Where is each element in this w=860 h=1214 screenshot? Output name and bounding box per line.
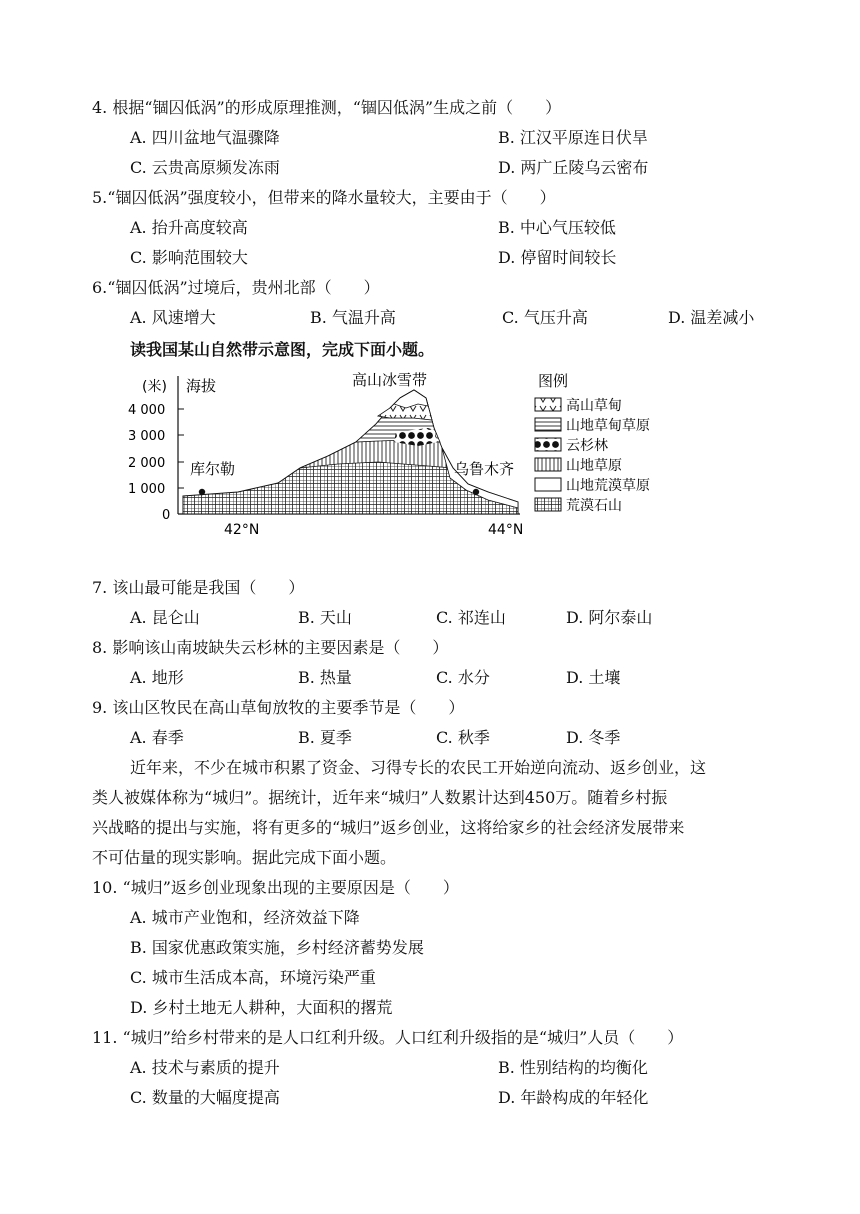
q4-option-b: B. 江汉平原连日伏旱 bbox=[498, 128, 648, 147]
question-11-stem: 11. “城归”给乡村带来的是人口红利升级。人口红利升级指的是“城归”人员（ ） bbox=[92, 1028, 684, 1047]
passage-line-1: 近年来，不少在城市积累了资金、习得专长的农民工开始逆向流动、返乡创业，这 bbox=[130, 758, 707, 777]
q6-option-c: C. 气压升高 bbox=[502, 308, 588, 327]
passage-line-2: 类人被媒体称为“城归”。据统计，近年来“城归”人数累计达到450万。随着乡村振 bbox=[92, 788, 668, 807]
q7-option-b: B. 天山 bbox=[298, 608, 352, 627]
q6-option-a: A. 风速增大 bbox=[130, 308, 216, 327]
q7-option-d: D. 阿尔泰山 bbox=[566, 608, 653, 627]
passage-line-3: 兴战略的提出与实施，将有更多的“城归”返乡创业，这将给家乡的社会经济发展带来 bbox=[92, 818, 685, 837]
y-tick-4000: 4 000 bbox=[128, 403, 166, 418]
legend-spruce-forest: 云杉林 bbox=[566, 438, 608, 454]
q5-option-b: B. 中心气压较低 bbox=[498, 218, 616, 237]
alpine-snow-zone bbox=[394, 390, 428, 408]
legend-mountain-meadow-steppe: 山地草甸草原 bbox=[566, 418, 650, 434]
q5-option-a: A. 抬升高度较高 bbox=[130, 218, 248, 237]
question-10-stem: 10. “城归”返乡创业现象出现的主要原因是（ ） bbox=[92, 878, 459, 897]
legend-desert-rock: 荒漠石山 bbox=[566, 498, 622, 514]
q11-option-d: D. 年龄构成的年轻化 bbox=[498, 1088, 649, 1107]
question-9-stem: 9. 该山区牧民在高山草甸放牧的主要季节是（ ） bbox=[92, 698, 465, 717]
q10-option-c: C. 城市生活成本高，环境污染严重 bbox=[130, 968, 376, 987]
q9-option-c: C. 秋季 bbox=[436, 728, 490, 747]
legend-mountain-steppe: 山地草原 bbox=[566, 458, 622, 474]
question-4-stem: 4. 根据“锢囚低涡”的形成原理推测，“锢囚低涡”生成之前（ ） bbox=[92, 98, 562, 117]
figure-intro: 读我国某山自然带示意图，完成下面小题。 bbox=[130, 340, 435, 359]
left-city-label: 库尔勒 bbox=[190, 460, 236, 478]
natural-zone-diagram bbox=[128, 368, 688, 540]
q4-option-c: C. 云贵高原频发冻雨 bbox=[130, 158, 280, 177]
legend-mountain-desert-steppe: 山地荒漠草原 bbox=[566, 478, 650, 494]
legend-title: 图例 bbox=[538, 372, 569, 390]
y-tick-0: 0 bbox=[162, 508, 171, 523]
q5-option-c: C. 影响范围较大 bbox=[130, 248, 248, 267]
q8-option-b: B. 热量 bbox=[298, 668, 352, 687]
question-8-stem: 8. 影响该山南坡缺失云杉林的主要因素是（ ） bbox=[92, 638, 449, 657]
q4-option-d: D. 两广丘陵乌云密布 bbox=[498, 158, 649, 177]
x-tick-44n: 44°N bbox=[488, 522, 524, 538]
right-city-label: 乌鲁木齐 bbox=[454, 460, 515, 478]
q5-option-d: D. 停留时间较长 bbox=[498, 248, 617, 267]
q8-option-a: A. 地形 bbox=[130, 668, 184, 687]
q8-option-d: D. 土壤 bbox=[566, 668, 621, 687]
q9-option-b: B. 夏季 bbox=[298, 728, 352, 747]
q10-option-d: D. 乡村土地无人耕种，大面积的撂荒 bbox=[130, 998, 393, 1017]
legend-alpine-meadow: 高山草甸 bbox=[566, 398, 622, 414]
urumqi-dot bbox=[473, 489, 479, 495]
y-unit-label: (米) bbox=[142, 379, 167, 395]
q9-option-d: D. 冬季 bbox=[566, 728, 621, 747]
korla-dot bbox=[199, 489, 205, 495]
y-tick-3000: 3 000 bbox=[128, 429, 166, 444]
q10-option-b: B. 国家优惠政策实施，乡村经济蓄势发展 bbox=[130, 938, 424, 957]
q6-option-b: B. 气温升高 bbox=[310, 308, 396, 327]
y-tick-1000: 1 000 bbox=[128, 482, 166, 497]
x-tick-42n: 42°N bbox=[224, 522, 260, 538]
q7-option-c: C. 祁连山 bbox=[436, 608, 506, 627]
q10-option-a: A. 城市产业饱和，经济效益下降 bbox=[130, 908, 360, 927]
y-axis-title: 海拔 bbox=[186, 377, 217, 395]
q8-option-c: C. 水分 bbox=[436, 668, 490, 687]
passage-line-4: 不可估量的现实影响。据此完成下面小题。 bbox=[92, 848, 397, 867]
question-5-stem: 5.“锢囚低涡”强度较小，但带来的降水量较大，主要由于（ ） bbox=[92, 188, 556, 207]
q4-option-a: A. 四川盆地气温骤降 bbox=[130, 128, 280, 147]
q7-option-a: A. 昆仑山 bbox=[130, 608, 200, 627]
y-tick-2000: 2 000 bbox=[128, 456, 166, 471]
q11-option-b: B. 性别结构的均衡化 bbox=[498, 1058, 648, 1077]
peak-label: 高山冰雪带 bbox=[352, 371, 428, 389]
question-6-stem: 6.“锢囚低涡”过境后，贵州北部（ ） bbox=[92, 278, 380, 297]
q11-option-c: C. 数量的大幅度提高 bbox=[130, 1088, 280, 1107]
q9-option-a: A. 春季 bbox=[130, 728, 184, 747]
question-7-stem: 7. 该山最可能是我国（ ） bbox=[92, 578, 305, 597]
q6-option-d: D. 温差减小 bbox=[668, 308, 755, 327]
q11-option-a: A. 技术与素质的提升 bbox=[130, 1058, 280, 1077]
